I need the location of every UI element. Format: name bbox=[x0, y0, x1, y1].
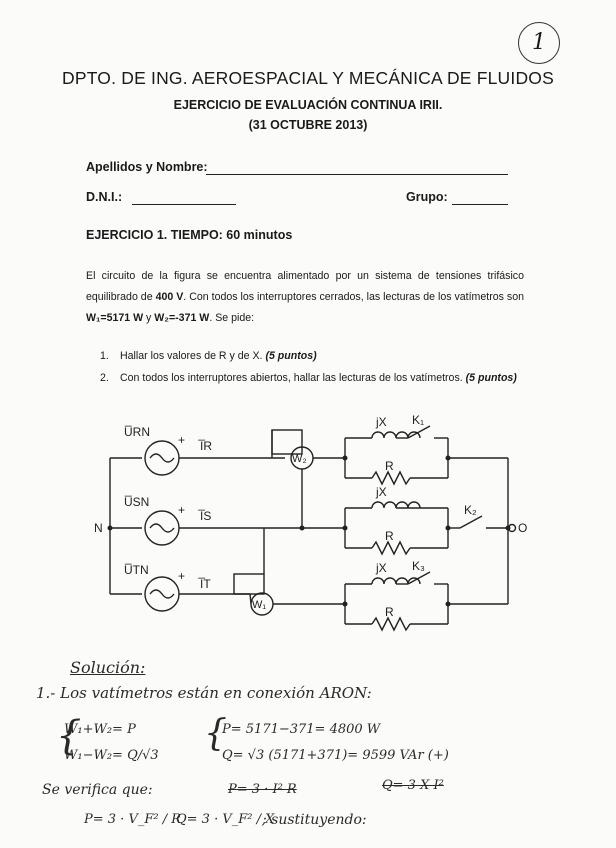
label-r-1: R bbox=[385, 459, 394, 473]
circuit-diagram bbox=[90, 408, 530, 648]
exercise-heading: EJERCICIO 1. TIEMPO: 60 minutos bbox=[86, 228, 293, 242]
statement-voltage: 400 V bbox=[155, 291, 184, 303]
label-ir: I̅R bbox=[200, 439, 212, 453]
label-usn: U̅SN bbox=[124, 495, 150, 509]
exercise-statement: El circuito de la figura se encuentra alimentado por un sistema de tensiones trifásico equilibrado de 400 V. Con todos los interruptores cerrados, las lecturas de los vatímetros son W₁=5171 W y W₂=-371 W. Se pide: bbox=[86, 270, 524, 324]
label-is: I̅S bbox=[200, 509, 212, 523]
dni-field[interactable] bbox=[132, 204, 236, 205]
brace-right: { bbox=[204, 713, 227, 754]
reading-w1: W₁=5171 W bbox=[86, 312, 144, 324]
group-field[interactable] bbox=[452, 204, 508, 205]
exam-date: (31 OCTUBRE 2013) bbox=[248, 118, 368, 132]
label-r-2: R bbox=[385, 529, 394, 543]
name-field[interactable] bbox=[206, 174, 508, 175]
label-it: I̅T bbox=[200, 577, 211, 591]
label-o: O bbox=[518, 521, 528, 535]
solution-verify: Se verifica que: bbox=[42, 782, 153, 798]
solution-eq-1: W₁+W₂= P bbox=[64, 722, 136, 737]
name-label: Apellidos y Nombre: bbox=[86, 160, 208, 174]
question-2: 2. Con todos los interruptores abiertos, hallar las lecturas de los vatímetros. (5 puntos) bbox=[100, 372, 517, 384]
solution-eq-6: Q= 3 · V_F² / X bbox=[176, 812, 275, 827]
solution-line-1: 1.- Los vatímetros están en conexión ARON: bbox=[36, 684, 372, 702]
solution-struck: P= 3 · I² R bbox=[228, 782, 297, 797]
solution-eq-7: ; sustituyendo: bbox=[262, 812, 367, 828]
label-r-3: R bbox=[385, 605, 394, 619]
solution-eq-5: P= 3 · V_F² / R bbox=[84, 812, 181, 827]
page-number: 1 bbox=[518, 22, 560, 64]
label-jx-1: jX bbox=[376, 415, 387, 429]
brace-left: { bbox=[56, 713, 82, 759]
solution-eq-4: Q= √3 (5171+371)= 9599 VAr (+) bbox=[222, 748, 449, 763]
exam-title: EJERCICIO DE EVALUACIÓN CONTINUA IRII. bbox=[173, 98, 443, 112]
question-1: 1. Hallar los valores de R y de X. (5 puntos) bbox=[100, 350, 317, 362]
solution-eq-2: W₁−W₂= Q/√3 bbox=[64, 748, 159, 763]
reading-w2: W₂=-371 W bbox=[154, 312, 210, 324]
plus-s: + bbox=[178, 503, 186, 517]
label-utn: U̅TN bbox=[124, 563, 149, 577]
plus-r: + bbox=[178, 433, 186, 447]
dni-label: D.N.I.: bbox=[86, 190, 123, 204]
label-w2: W₂ bbox=[292, 453, 307, 465]
label-n: N bbox=[94, 521, 103, 535]
label-k1: K₁ bbox=[412, 413, 425, 427]
solution-eq-3: P= 5171−371= 4800 W bbox=[222, 722, 381, 737]
label-k3: K₃ bbox=[412, 559, 425, 573]
solution-struck-2: Q= 3 X I² bbox=[382, 778, 444, 793]
label-urn: U̅RN bbox=[124, 425, 150, 439]
department-title: DPTO. DE ING. AEROESPACIAL Y MECÁNICA DE FLUIDOS bbox=[62, 68, 554, 88]
solution-title: Solución: bbox=[70, 658, 146, 677]
group-label: Grupo: bbox=[406, 190, 448, 204]
label-jx-3: jX bbox=[376, 561, 387, 575]
label-w1: W₁ bbox=[252, 599, 267, 611]
label-k2: K₂ bbox=[464, 503, 477, 517]
plus-t: + bbox=[178, 569, 186, 583]
label-jx-2: jX bbox=[376, 485, 387, 499]
